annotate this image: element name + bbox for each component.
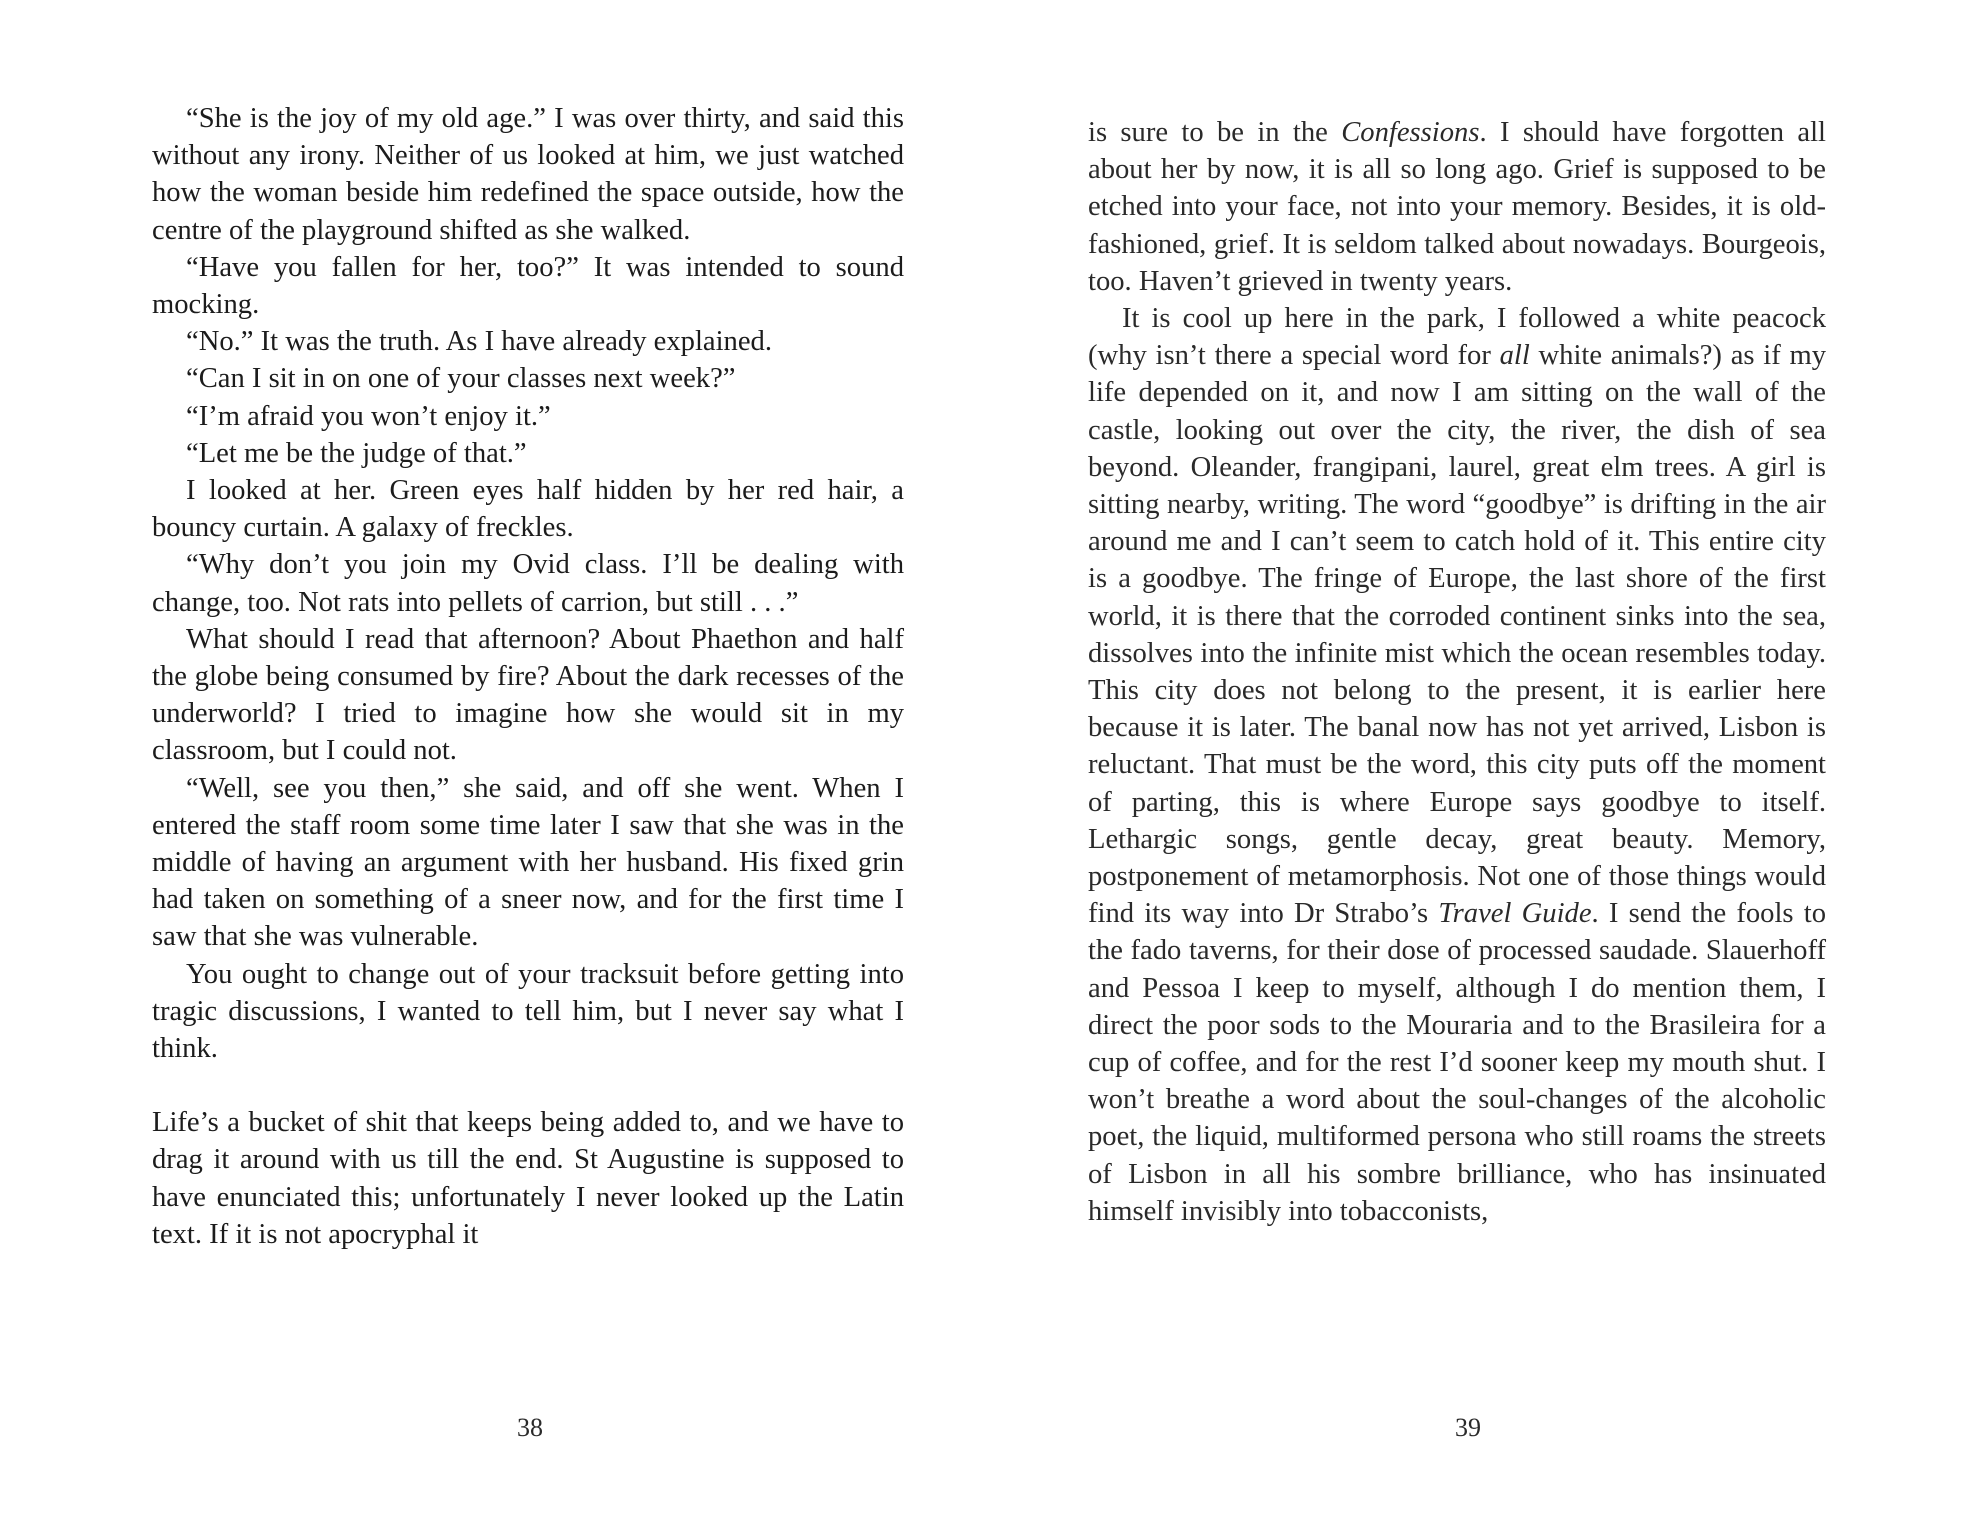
page-number-right: 39 bbox=[1455, 1413, 1481, 1442]
section-break bbox=[152, 1067, 904, 1104]
section-opening-paragraph: Life’s a bucket of shit that keeps being added to, and we have to drag it around with us till the end. St Augustine is supposed to have enunciated this; unfortunately I never looked up the Latin text. If it is not apocryphal it bbox=[152, 1107, 904, 1250]
paragraph bbox=[1088, 114, 1826, 300]
book-title-confessions: Confessions bbox=[1341, 117, 1480, 148]
text-run: It is cool up here in the park, I followed a white peacock (why isn’t there a special word for bbox=[1088, 303, 1826, 372]
paragraph: I looked at her. Green eyes half hidden by her red hair, a bouncy curtain. A galaxy of freckles. bbox=[152, 475, 904, 544]
page-number-left: 38 bbox=[517, 1413, 543, 1442]
paragraph: “Can I sit in on one of your classes next week?” bbox=[186, 363, 736, 395]
text-run: white animals?) as if my life depended on it, and now I am sitting on the wall of the castle, looking out over the city, the river, the dish of sea beyond. Oleander, frangipani, laurel, great elm trees. A girl is sitting nearby, writing. The word “goodbye” is drifting in the air around me and I can’t seem to catch hold of it. This entire city is a goodbye. The fringe of Europe, the last shore of the first world, it is there that the corroded continent sinks into the sea, dissolves into the infinite mist which the ocean resembles today. This city does not belong to the present, it is earlier here because it is later. The banal now has not yet arrived, Lisbon is reluctant. That must be the word, this city puts off the moment of parting, this is where Europe says goodbye to itself. Lethargic songs, gentle decay, great beauty. Memory, postponement of metamorphosis. Not one of those things would find its way into Dr Strabo’s bbox=[1088, 340, 1827, 930]
paragraph: You ought to change out of your tracksuit before getting into tragic discussions, I wanted to tell him, but I never say what I think. bbox=[152, 958, 904, 1065]
emphasis: all bbox=[1499, 340, 1530, 372]
book-title-travel-guide: Travel Guide bbox=[1438, 898, 1592, 930]
paragraph: “Have you fallen for her, too?” It was intended to sound mocking. bbox=[152, 251, 904, 321]
paragraph: What should I read that afternoon? About Phaethon and half the globe being consumed by fire? About the dark recesses of the underworld? I tried to imagine how she would sit in my classroom, but I could not. bbox=[152, 623, 904, 767]
paragraph bbox=[1088, 300, 1826, 1230]
paragraph: “No.” It was the truth. As I have already explained. bbox=[186, 326, 772, 358]
text-run: . I should have forgotten all about her by now, it is all so long ago. Grief is supposed to be etched into your face, not into your memory. Besides, it is old-fashioned, grief. It is seldom talked about nowadays. Bourgeois, too. Haven’t grieved in twenty years. bbox=[1088, 117, 1826, 297]
text-run: is sure to be in the bbox=[1088, 117, 1342, 148]
paragraph: “Well, see you then,” she said, and off she went. When I entered the staff room some time later I saw that she was in the middle of having an argument with her husband. His fixed grin had taken on something of a sneer now, and for the first time I saw that she was vulnerable. bbox=[152, 772, 904, 953]
paragraph: “She is the joy of my old age.” I was over thirty, and said this without any irony. Neither of us looked at him, we just watched how the woman beside him redefined the space outside, how the centre of the playground shifted as she walked. bbox=[152, 103, 904, 246]
paragraph: “I’m afraid you won’t enjoy it.” bbox=[186, 400, 551, 432]
right-page bbox=[1088, 114, 1826, 1230]
paragraph: “Let me be the judge of that.” bbox=[186, 437, 527, 469]
text-run: . I send the fools to the fado taverns, for their dose of processed saudade. Slauerhoff and Pessoa I keep to myself, although I do mention them, I direct the poor sods to the Mouraria and to the Brasileira for a cup of coffee, and for the rest I’d sooner keep my mouth shut. I won’t breathe a word about the soul-changes of the alcoholic poet, the liquid, multiformed persona who still roams the streets of Lisbon in all his sombre brilliance, who has insinuated himself invisibly into tobacconists, bbox=[1088, 898, 1827, 1227]
left-page bbox=[152, 100, 904, 1253]
paragraph: “Why don’t you join my Ovid class. I’ll be dealing with change, too. Not rats into pellets of carrion, but still . . .” bbox=[152, 549, 904, 618]
